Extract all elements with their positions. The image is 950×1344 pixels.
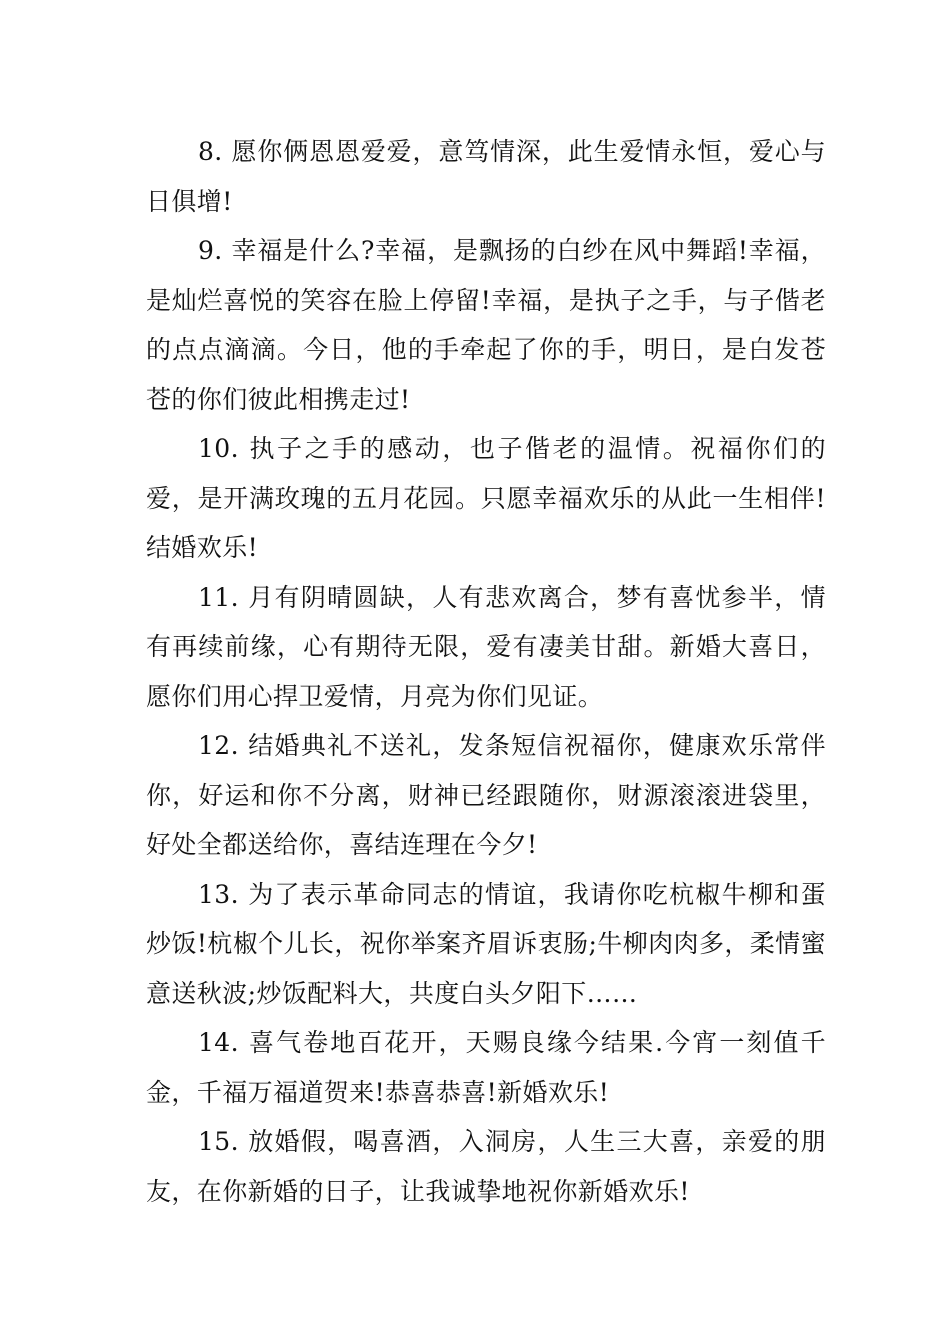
paragraph-11: 11. 月有阴晴圆缺，人有悲欢离合，梦有喜忧参半，情有再续前缘，心有期待无限，爱有凄美甘甜。新婚大喜日，愿你们用心捍卫爱情，月亮为你们见证。 <box>146 582 826 711</box>
paragraph-9: 9. 幸福是什么?幸福，是飘扬的白纱在风中舞蹈!幸福，是灿烂喜悦的笑容在脸上停留!幸福，是执子之手，与子偕老的点点滴滴。今日，他的手牵起了你的手，明日，是白发苍苍的你们彼此相携走过! <box>146 236 826 414</box>
paragraph-10: 10. 执子之手的感动，也子偕老的温情。祝福你们的爱，是开满玫瑰的五月花园。只愿幸福欢乐的从此一生相伴!结婚欢乐! <box>146 434 826 562</box>
paragraph-13: 13. 为了表示革命同志的情谊，我请你吃杭椒牛柳和蛋炒饭!杭椒个儿长，祝你举案齐眉诉衷肠;牛柳肉肉多，柔情蜜意送秋波;炒饭配料大，共度白头夕阳下…… <box>146 879 826 1008</box>
paragraph-15: 15. 放婚假，喝喜酒，入洞房，人生三大喜，亲爱的朋友，在你新婚的日子，让我诚挚地祝你新婚欢乐! <box>146 1127 826 1206</box>
paragraph-14: 14. 喜气卷地百花开，天赐良缘今结果.今宵一刻值千金，千福万福道贺来!恭喜恭喜!新婚欢乐! <box>146 1028 826 1107</box>
paragraph-8: 8. 愿你俩恩恩爱爱，意笃情深，此生爱情永恒，爱心与日俱增! <box>146 137 826 216</box>
paragraph-12: 12. 结婚典礼不送礼，发条短信祝福你，健康欢乐常伴你，好运和你不分离，财神已经跟随你，财源滚滚进袋里，好处全都送给你，喜结连理在今夕! <box>146 731 826 859</box>
document-body <box>146 127 826 1216</box>
